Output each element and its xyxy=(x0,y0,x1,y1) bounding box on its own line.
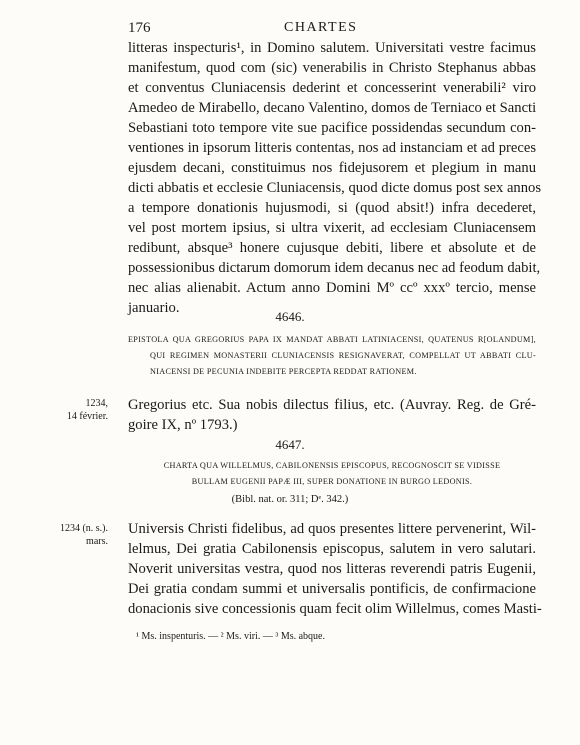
text-line: Amedeo de Mirabello, decano Valentino, domos de Terniaco et Sancti xyxy=(128,100,537,116)
text-line: Gregorius etc. Sua nobis dilectus filius, etc. (Auvray. Reg. de Gré- xyxy=(128,397,536,413)
text-line: possessionibus dictarum domorum idem decanus nec ad feodum dabit, xyxy=(128,260,541,276)
text-line: ejusdem decani, constituimus nos fidejusorem et plegium in manu xyxy=(128,160,536,176)
document-summary-line: EPISTOLA QUA GREGORIUS PAPA IX MANDAT ABBATI LATINIACENSI, QUATENUS R[OLANDUM], xyxy=(128,335,536,344)
document-summary-line: QUI REGIMEN MONASTERII CLUNIACENSIS RESIGNAVERAT, COMPELLAT UT ABBATI CLU- xyxy=(150,351,536,360)
text-line: Sebastiani toto tempore vite sue pacifice possidendas secundum con- xyxy=(128,120,536,136)
text-line: Dei gratia condam summi et universalis pontificis, de confirmacione xyxy=(128,581,536,597)
text-line: Universis Christi fidelibus, ad quos presentes littere pervenerint, Wil- xyxy=(128,521,536,537)
text-line: et conventus Cluniacensis dederint et concesserint venerabili² viro xyxy=(128,80,536,96)
text-line: Noverit universitas vestra, quod nos litteras reverendi patris Eugenii, xyxy=(128,561,536,577)
document-summary-line: CHARTA QUA WILLELMUS, CABILONENSIS EPISCOPUS, RECOGNOSCIT SE VIDISSE xyxy=(163,461,501,470)
footnotes: ¹ Ms. inspenturis. — ² Ms. viri. — ³ Ms. abque. xyxy=(136,631,325,642)
document-summary-line: NIACENSI DE PECUNIA INDEBITE PERCEPTA REDDAT RATIONEM. xyxy=(150,367,417,376)
text-line: januario. xyxy=(128,300,180,316)
text-line: dicti abbatis et ecclesie Cluniacensis, quod dicte domus post sex annos xyxy=(128,180,541,196)
text-line: a tempore donationis hujusmodi, si (quod absit!) infra decederet, xyxy=(128,200,536,216)
margin-date: 1234 (n. s.). mars. xyxy=(59,523,108,547)
text-line: donacionis sive concessionis quam fecit olim Willelmus, comes Masti- xyxy=(128,601,542,617)
margin-date: 1234, 14 février. xyxy=(66,398,108,422)
text-line: lelmus, Dei gratia Cabilonensis episcopus, salutem in vero salutari. xyxy=(128,541,536,557)
text-line: goire IX, nº 1793.) xyxy=(128,417,238,433)
source-reference: (Bibl. nat. or. 311; Dᵉ. 342.) xyxy=(231,494,349,505)
text-line: vel post mortem ipsius, si ultra vixerit, ad ecclesiam Cluniacensem xyxy=(128,220,536,236)
text-line: ventiones in ipsorum litteris contentas, nos ad instanciam et ad preces xyxy=(128,140,536,156)
text-line: nec alias alienabit. Actum anno Domini Mº ccº xxxº tercio, mense xyxy=(128,280,536,296)
running-title: CHARTES xyxy=(284,20,358,35)
document-number: 4646. xyxy=(275,309,305,324)
text-line: litteras inspecturis¹, in Domino salutem. Universitati vestre facimus xyxy=(128,40,536,56)
document-number: 4647. xyxy=(275,437,305,452)
text-line: manifestum, quod com (sic) venerabilis in Christo Stephanus abbas xyxy=(128,60,536,76)
page-number: 176 xyxy=(128,20,151,36)
document-summary-line: BULLAM EUGENII PAPÆ III, SUPER DONATIONE IN BURGO LEDONIS. xyxy=(191,477,473,486)
text-line: redibunt, absque³ honere cujusque debiti, libere et absolute et de xyxy=(128,240,536,256)
